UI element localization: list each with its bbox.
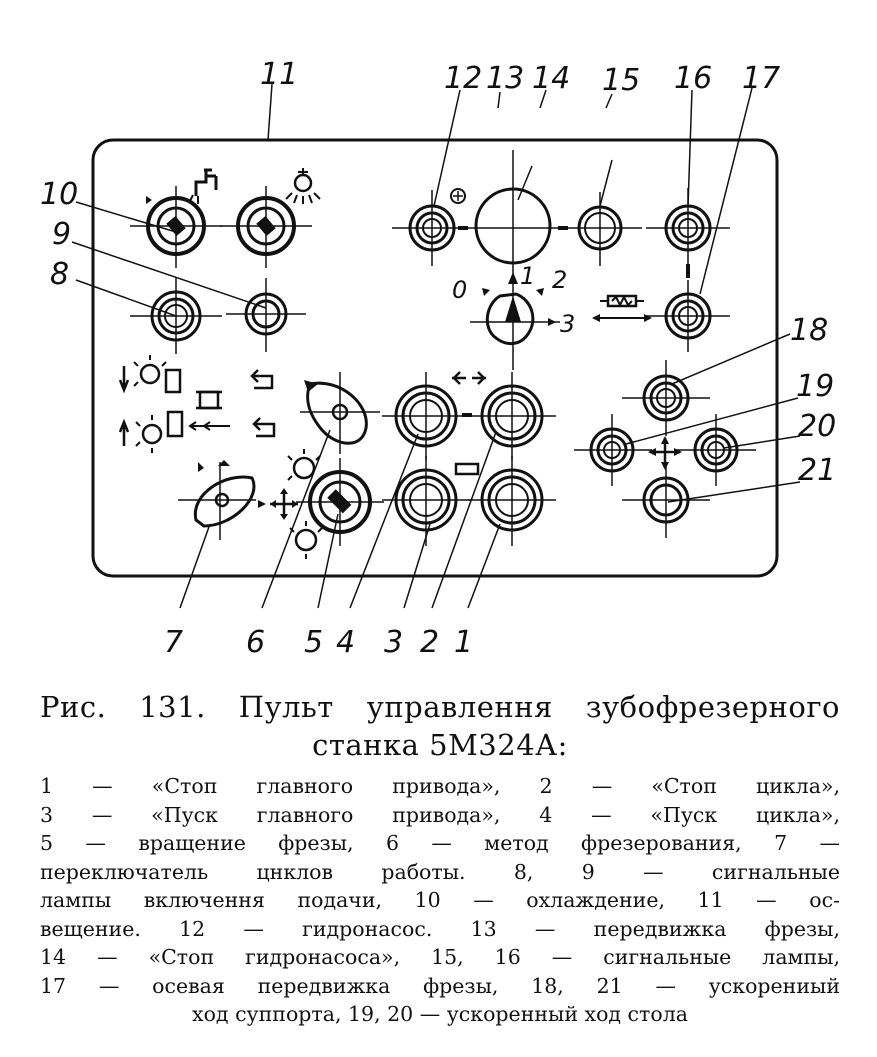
- callout-19: 19: [796, 369, 835, 404]
- callout-13: 13: [486, 61, 525, 96]
- callout-21: 21: [798, 453, 837, 488]
- legend-line: ход суппорта, 19, 20 — ускоренный ход стола: [192, 1002, 688, 1026]
- caption-title-line2: станка 5М324А:: [312, 728, 568, 762]
- legend-line: 3 — «Пуск главного привода», 4 — «Пуск цикла»,: [40, 802, 840, 827]
- callout-14: 14: [532, 61, 571, 96]
- coolant-icon: [189, 170, 216, 204]
- axial-shift-icon: [592, 296, 652, 322]
- legend-line: вещение. 12 — гидронасос. 13 — передвижка фрезы,: [40, 916, 840, 941]
- coolant-switch-10: [130, 186, 222, 268]
- legend: [40, 772, 840, 1029]
- position-label-1: 1: [520, 262, 536, 290]
- callout-18: 18: [790, 313, 829, 348]
- milling-method-switch-6: [300, 372, 380, 454]
- callout-8: 8: [50, 257, 70, 292]
- axial-shift-button-17: [646, 280, 730, 352]
- position-label-2: 2: [552, 266, 568, 294]
- legend-line: 17 — осевая передвижка фрезы, 18, 21 — ускорениый: [40, 973, 840, 998]
- rapid-carriage-button-21: [622, 464, 710, 538]
- feed-lamp-9: [226, 278, 306, 352]
- dash-12-14: [458, 226, 468, 230]
- callout-5: 5: [304, 625, 324, 660]
- caption-title-line1: Рис. 131. Пульт управлення зубофрезерного: [40, 690, 840, 724]
- lamp-icon: [286, 168, 320, 204]
- callout-2: 2: [420, 625, 440, 660]
- table-travel-icon: [190, 392, 230, 430]
- stop-cycle-button-2: [468, 372, 556, 460]
- cross-arrows-icon: [270, 488, 298, 520]
- legend-line: переключатель цнклов работы. 8, 9 — сигнальные: [40, 859, 840, 884]
- callout-3: 3: [384, 625, 404, 660]
- direction-arrows-icon: [648, 436, 682, 470]
- stop-main-drive-button-1: [468, 456, 556, 546]
- callout-12: 12: [444, 61, 483, 96]
- callout-17: 17: [742, 61, 781, 96]
- climb-milling-icon: [120, 355, 180, 392]
- position-label-3: 3: [560, 310, 576, 338]
- start-cycle-button-4: [382, 372, 470, 460]
- callout-numbers: [40, 57, 836, 660]
- main-drive-icon: [456, 464, 478, 474]
- legend-line: 14 — «Стоп гидронасоса», 15, 16 — сигнальные лампы,: [40, 945, 840, 969]
- legend-line: 1 — «Стоп главного привода», 2 — «Стоп цикла»,: [40, 774, 840, 798]
- callout-15: 15: [602, 63, 641, 98]
- caption-title: [40, 688, 840, 764]
- callout-10: 10: [40, 177, 79, 212]
- legend-line: лампы включення подачи, 10 — охлаждение, 11 — ос-: [40, 888, 840, 912]
- position-label-0: 0: [452, 276, 468, 304]
- conventional-milling-icon: [120, 412, 182, 453]
- cycle-arrows-icon-top: [452, 372, 486, 384]
- cutter-shift-selector-13: [452, 150, 575, 370]
- callout-16: 16: [674, 61, 713, 96]
- figure-caption: [40, 688, 840, 1029]
- callout-7: 7: [164, 625, 184, 660]
- legend-line: 5 — вращение фрезы, 6 — метод фрезерования, 7 —: [40, 831, 840, 855]
- rapid-table-button-19: [574, 414, 652, 486]
- cycle-arrows-icon: [252, 370, 274, 436]
- cycle-selector-7: [178, 460, 266, 540]
- callout-20: 20: [798, 409, 837, 444]
- stop-hydropump-button-14: [470, 189, 560, 263]
- divider-tick: [686, 264, 690, 278]
- rapid-table-button-20: [676, 414, 756, 486]
- callout-6: 6: [246, 625, 266, 660]
- callout-4: 4: [336, 625, 356, 660]
- lighting-switch-11: [220, 186, 312, 268]
- callout-11: 11: [260, 57, 299, 92]
- callout-1: 1: [454, 625, 474, 660]
- callout-9: 9: [52, 217, 72, 252]
- cutter-rotation-switch-5: [296, 458, 384, 546]
